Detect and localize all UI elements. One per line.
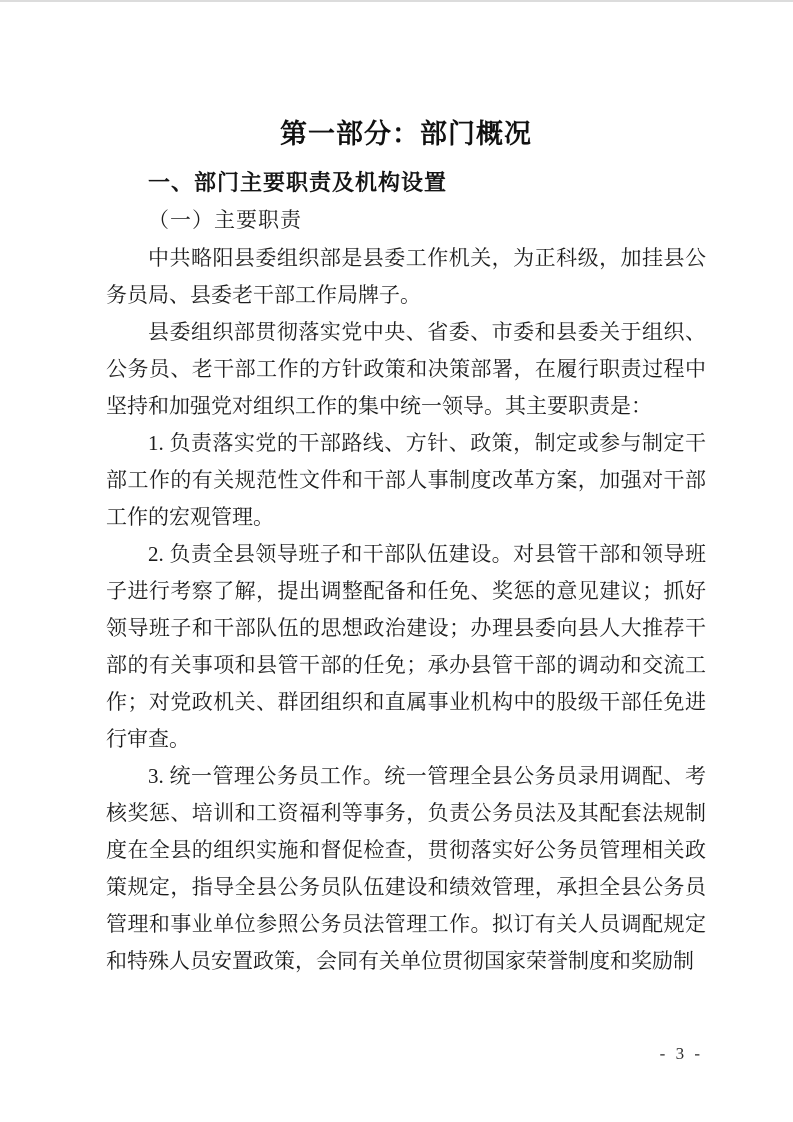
paragraph: 1. 负责落实党的干部路线、方针、政策，制定或参与制定干部工作的有关规范性文件和干部人事制度改革方案，加强对干部工作的宏观管理。 bbox=[106, 431, 706, 529]
paragraph: 县委组织部贯彻落实党中央、省委、市委和县委关于组织、公务员、老干部工作的方针政策和决策部署，在履行职责过程中坚持和加强党对组织工作的集中统一领导。其主要职责是： bbox=[106, 320, 706, 418]
page-content bbox=[0, 2, 793, 980]
body-text bbox=[106, 240, 706, 980]
document-title: 第一部分：部门概况 bbox=[280, 119, 532, 149]
section-heading: 一、部门主要职责及机构设置 bbox=[148, 170, 448, 195]
paragraph: 3. 统一管理公务员工作。统一管理全县公务员录用调配、考核奖惩、培训和工资福利等事务，负责公务员法及其配套法规制度在全县的组织实施和督促检查，贯彻落实好公务员管理相关政策规定，指导全县公务员队伍建设和绩效管理，承担全县公务员管理和事业单位参照公务员法管理工作。拟订有关人员调配规定和特殊人员安置政策，会同有关单位贯彻国家荣誉制度和奖励制 bbox=[106, 764, 706, 973]
subsection-heading: （一）主要职责 bbox=[148, 208, 302, 232]
paragraph: 2. 负责全县领导班子和干部队伍建设。对县管干部和领导班子进行考察了解，提出调整配备和任免、奖惩的意见建议；抓好领导班子和干部队伍的思想政治建设；办理县委向县人大推荐干部的有关事项和县管干部的任免；承办县管干部的调动和交流工作；对党政机关、群团组织和直属事业机构中的股级干部任免进行审查。 bbox=[106, 542, 706, 751]
page-number: - 3 - bbox=[659, 1044, 703, 1063]
paragraph: 中共略阳县委组织部是县委工作机关，为正科级，加挂县公务员局、县委老干部工作局牌子。 bbox=[106, 246, 706, 307]
